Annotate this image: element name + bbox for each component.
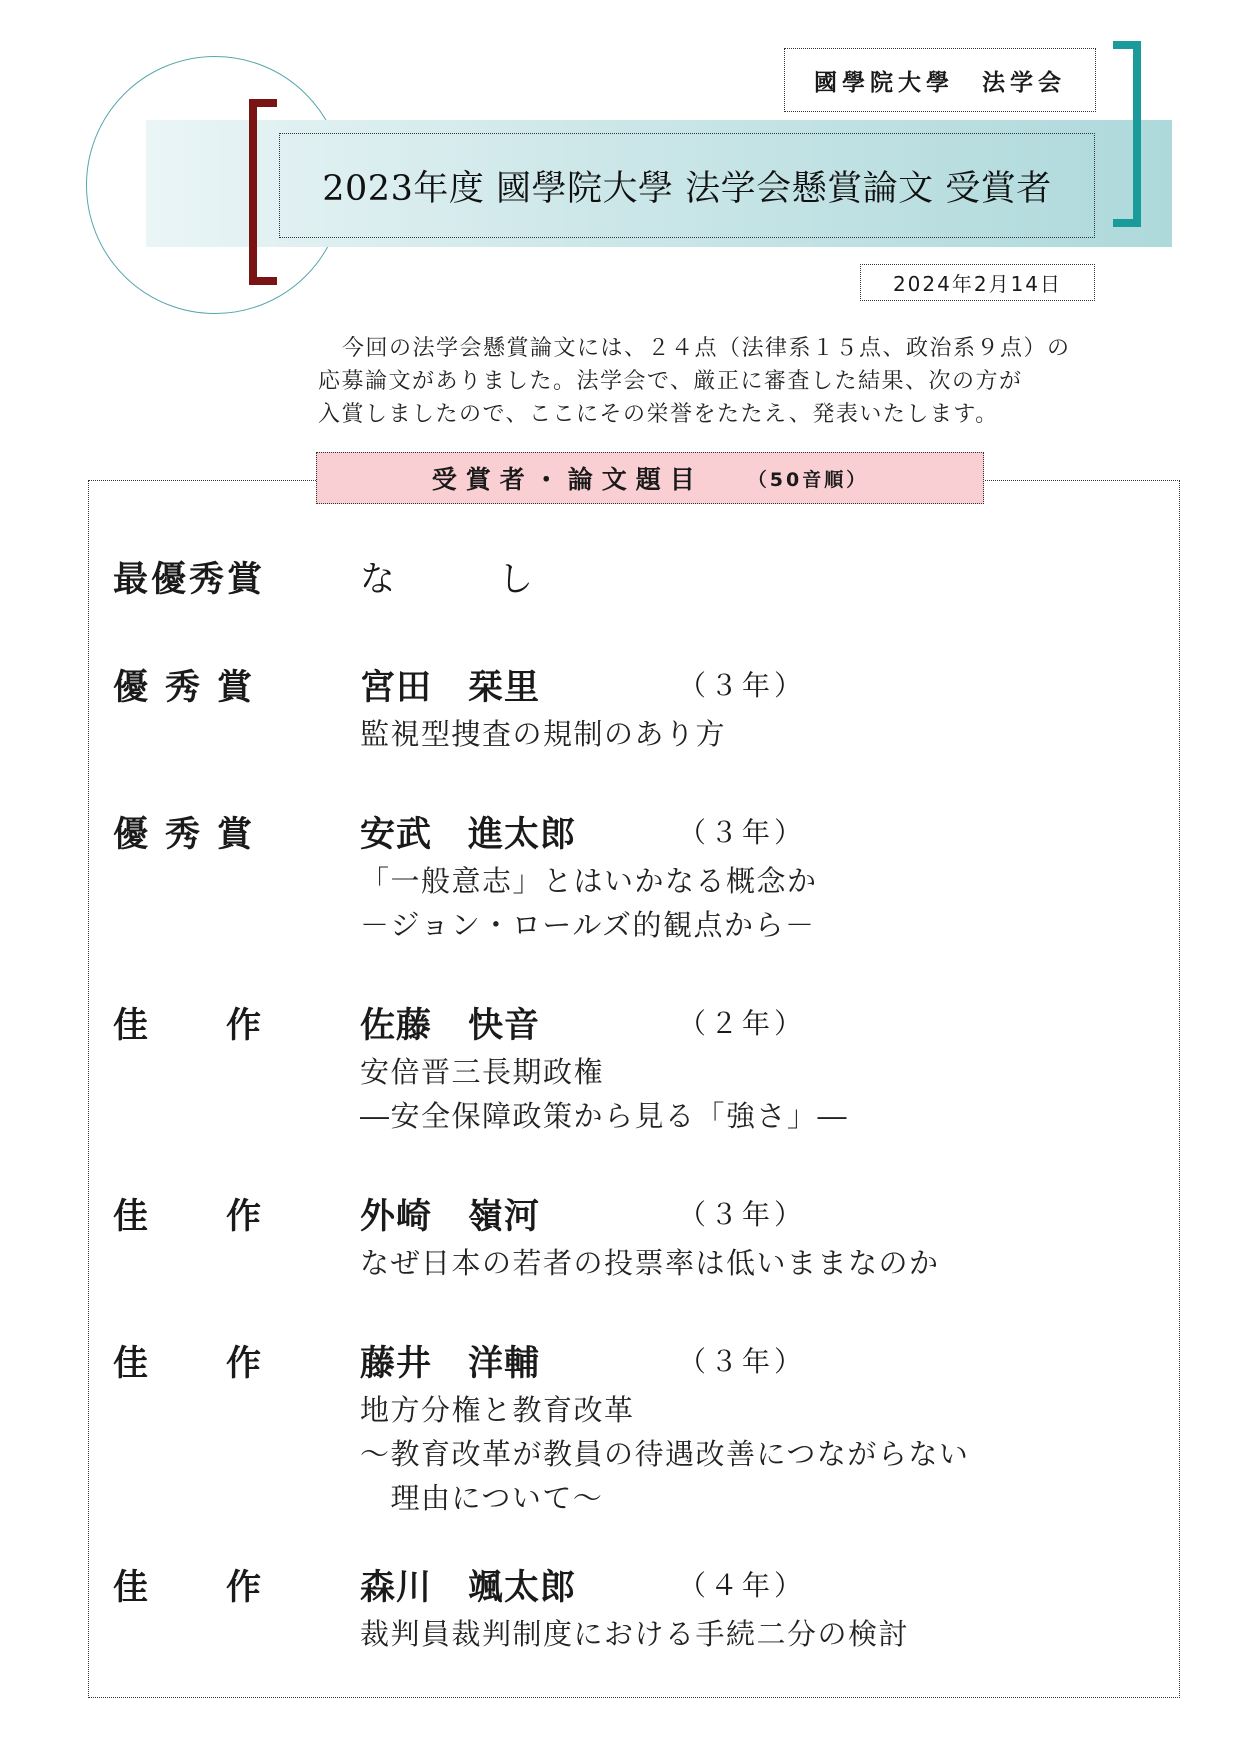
award-entry — [113, 552, 1153, 604]
paper-title: 監視型捜査の規制のあり方 — [360, 717, 727, 751]
recipient-name: 藤井 洋輔 — [360, 1343, 541, 1384]
sort-note: （50音順） — [747, 468, 869, 491]
paper-subtitle: ～教育改革が教員の待遇改善につながらない — [360, 1437, 970, 1471]
right-bracket-ornament — [1113, 41, 1141, 227]
award-name: 佳作 — [113, 1005, 340, 1046]
recipient-name: 宮田 栞里 — [360, 667, 541, 708]
announcement-date: 2024年2月14日 — [860, 264, 1095, 301]
paper-title: 裁判員裁判制度における手続二分の検討 — [360, 1617, 910, 1651]
award-entry — [113, 1189, 1153, 1285]
recipient-year: （３年） — [678, 1345, 807, 1378]
intro-line: 今回の法学会懸賞論文には、２４点（法律系１５点、政治系９点）の — [342, 336, 1071, 361]
award-entry — [113, 807, 1153, 947]
award-name: 優秀賞 — [113, 667, 270, 708]
award-name: 優秀賞 — [113, 814, 270, 855]
recipient-year: （３年） — [678, 1198, 807, 1231]
award-entry — [113, 998, 1153, 1138]
recipient-name: な し — [360, 560, 580, 600]
award-name: 佳作 — [113, 1343, 340, 1384]
paper-subtitle: －ジョン・ロールズ的観点から－ — [360, 908, 816, 942]
award-entry — [113, 1560, 1153, 1656]
left-bracket-ornament — [249, 99, 277, 285]
page-title: 2023年度 國學院大學 法学会懸賞論文 受賞者 — [279, 133, 1095, 238]
recipient-year: （３年） — [678, 816, 807, 849]
section-header — [316, 452, 984, 504]
award-name: 最優秀賞 — [113, 559, 266, 600]
award-entry — [113, 1336, 1153, 1520]
intro-line: 入賞しましたので、ここにその栄誉をたたえ、発表いたします。 — [318, 402, 999, 427]
recipient-year: （３年） — [678, 669, 807, 702]
paper-title: なぜ日本の若者の投票率は低いままなのか — [360, 1246, 940, 1280]
organization-label: 國學院大學 法学会 — [784, 48, 1096, 112]
award-name: 佳作 — [113, 1196, 340, 1237]
recipient-year: （４年） — [678, 1569, 807, 1602]
intro-paragraph — [318, 332, 1138, 431]
award-entry — [113, 660, 1153, 756]
section-heading: 受賞者・論文題目 — [431, 465, 704, 494]
recipient-year: （２年） — [678, 1007, 807, 1040]
award-name: 佳作 — [113, 1567, 340, 1608]
recipient-name: 安武 進太郎 — [360, 814, 577, 855]
recipient-name: 佐藤 快音 — [360, 1005, 541, 1046]
intro-line: 応募論文がありました。法学会で、厳正に審査した結果、次の方が — [318, 369, 1023, 394]
paper-title: 地方分権と教育改革 — [360, 1393, 635, 1427]
paper-title: 「一般意志」とはいかなる概念か — [360, 864, 818, 898]
paper-subtitle: 理由について～ — [360, 1481, 604, 1515]
paper-subtitle: ―安全保障政策から見る「強さ」― — [360, 1099, 849, 1133]
paper-title: 安倍晋三長期政権 — [360, 1055, 605, 1089]
recipient-name: 森川 颯太郎 — [360, 1567, 577, 1608]
recipient-name: 外崎 嶺河 — [360, 1196, 541, 1237]
